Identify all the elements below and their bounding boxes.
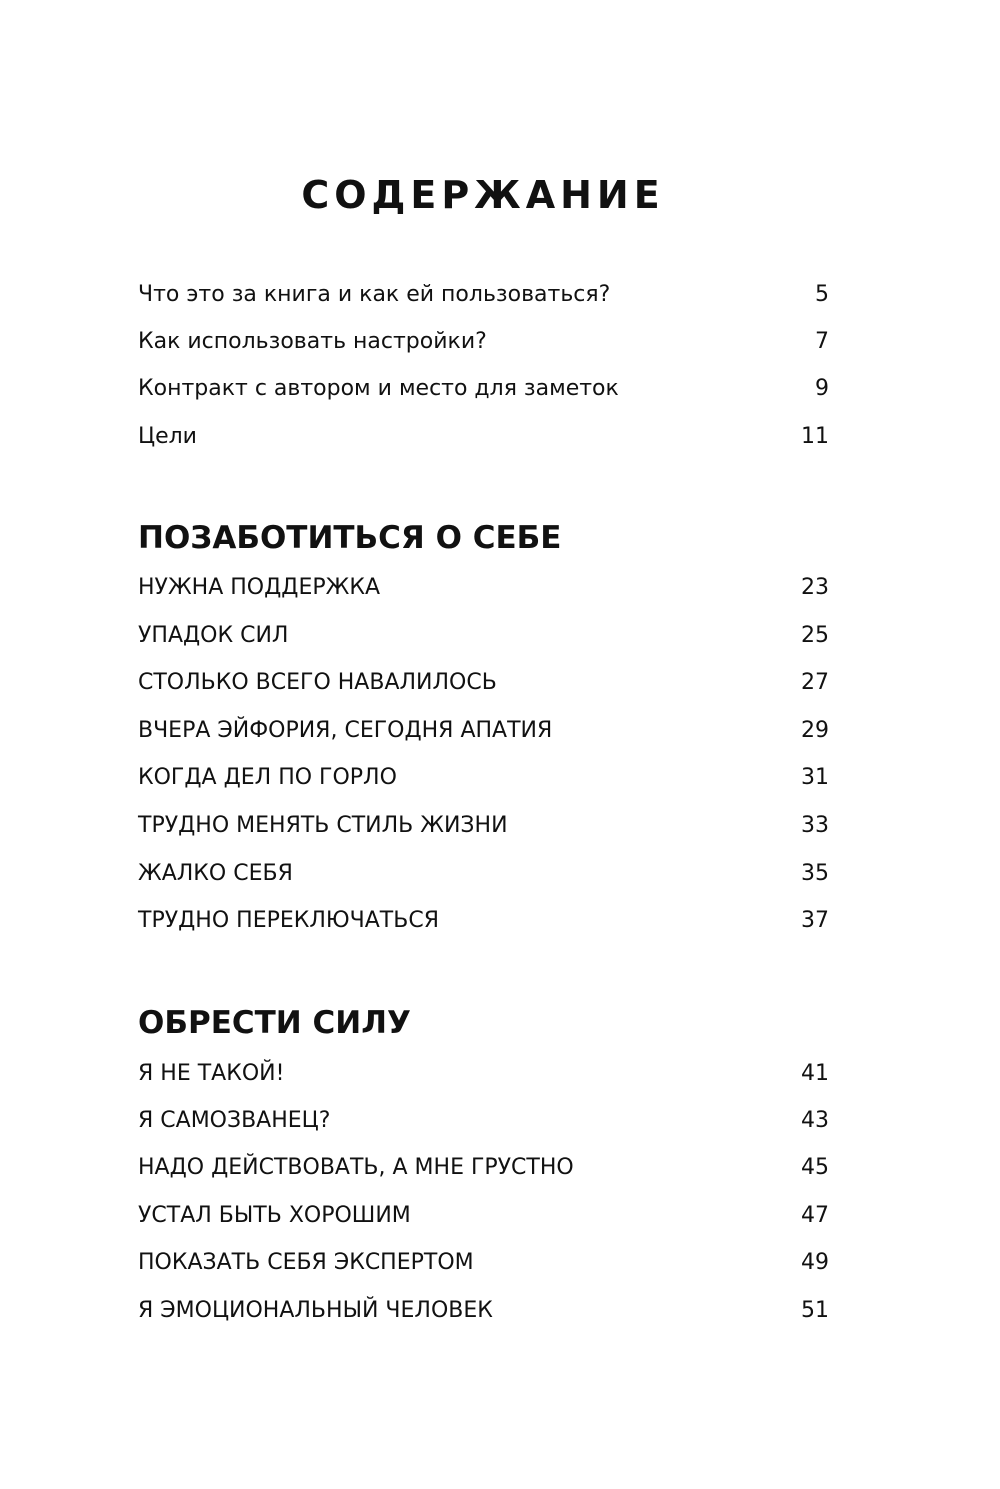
toc-entry[interactable] xyxy=(138,809,829,843)
toc-entry[interactable] xyxy=(138,904,829,938)
toc-entry-title: Как использовать настройки? xyxy=(138,329,487,354)
toc-entry-title: Я САМОЗВАНЕЦ? xyxy=(138,1108,331,1133)
toc-entry-title: СТОЛЬКО ВСЕГО НАВАЛИЛОСЬ xyxy=(138,670,497,695)
toc-entry-title: УСТАЛ БЫТЬ ХОРОШИМ xyxy=(138,1203,411,1228)
toc-entry[interactable] xyxy=(138,619,829,653)
toc-entry-page: 25 xyxy=(801,623,829,648)
toc-entry-title: КОГДА ДЕЛ ПО ГОРЛО xyxy=(138,765,397,790)
toc-entry-title: Я НЕ ТАКОЙ! xyxy=(138,1061,285,1086)
toc-entry[interactable] xyxy=(138,325,829,359)
toc-entry-page: 49 xyxy=(801,1250,829,1275)
toc-entry[interactable] xyxy=(138,666,829,700)
toc-entry-page: 35 xyxy=(801,861,829,886)
toc-entry-title: НУЖНА ПОДДЕРЖКА xyxy=(138,575,380,600)
toc-entry[interactable] xyxy=(138,1294,829,1328)
section-heading: ПОЗАБОТИТЬСЯ О СЕБЕ xyxy=(138,520,562,556)
toc-entry-page: 51 xyxy=(801,1298,829,1323)
toc-entry-title: ЖАЛКО СЕБЯ xyxy=(138,861,293,886)
toc-entry[interactable] xyxy=(138,761,829,795)
toc-entry-title: ПОКАЗАТЬ СЕБЯ ЭКСПЕРТОМ xyxy=(138,1250,474,1275)
toc-entry-title: ТРУДНО МЕНЯТЬ СТИЛЬ ЖИЗНИ xyxy=(138,813,508,838)
toc-entry[interactable] xyxy=(138,1104,829,1138)
toc-entry-title: УПАДОК СИЛ xyxy=(138,623,289,648)
toc-entry-page: 45 xyxy=(801,1155,829,1180)
toc-entry[interactable] xyxy=(138,1246,829,1280)
toc-entry-title: Цели xyxy=(138,424,197,449)
toc-entry[interactable] xyxy=(138,714,829,748)
toc-entry-page: 11 xyxy=(801,424,829,449)
toc-entry[interactable] xyxy=(138,1151,829,1185)
toc-entry-page: 47 xyxy=(801,1203,829,1228)
toc-entry-title: ВЧЕРА ЭЙФОРИЯ, СЕГОДНЯ АПАТИЯ xyxy=(138,718,553,743)
toc-entry-title: Что это за книга и как ей пользоваться? xyxy=(138,282,611,307)
toc-entry-title: ТРУДНО ПЕРЕКЛЮЧАТЬСЯ xyxy=(138,908,439,933)
page-title: СОДЕРЖАНИЕ xyxy=(301,173,665,217)
toc-entry-page: 7 xyxy=(815,329,829,354)
toc-entry[interactable] xyxy=(138,420,829,454)
toc-entry-page: 29 xyxy=(801,718,829,743)
toc-entry-page: 41 xyxy=(801,1061,829,1086)
toc-entry-page: 27 xyxy=(801,670,829,695)
toc-entry[interactable] xyxy=(138,1057,829,1091)
toc-entry[interactable] xyxy=(138,1199,829,1233)
toc-entry[interactable] xyxy=(138,857,829,891)
toc-entry-page: 5 xyxy=(815,282,829,307)
toc-entry-title: Я ЭМОЦИОНАЛЬНЫЙ ЧЕЛОВЕК xyxy=(138,1298,493,1323)
toc-entry[interactable] xyxy=(138,372,829,406)
toc-entry-page: 31 xyxy=(801,765,829,790)
toc-entry-title: НАДО ДЕЙСТВОВАТЬ, А МНЕ ГРУСТНО xyxy=(138,1155,574,1180)
toc-entry-page: 43 xyxy=(801,1108,829,1133)
toc-entry[interactable] xyxy=(138,278,829,312)
toc-entry-page: 33 xyxy=(801,813,829,838)
toc-entry-title: Контракт с автором и место для заметок xyxy=(138,376,619,401)
toc-entry[interactable] xyxy=(138,571,829,605)
section-heading: ОБРЕСТИ СИЛУ xyxy=(138,1005,411,1041)
toc-entry-page: 37 xyxy=(801,908,829,933)
toc-entry-page: 23 xyxy=(801,575,829,600)
toc-entry-page: 9 xyxy=(815,376,829,401)
